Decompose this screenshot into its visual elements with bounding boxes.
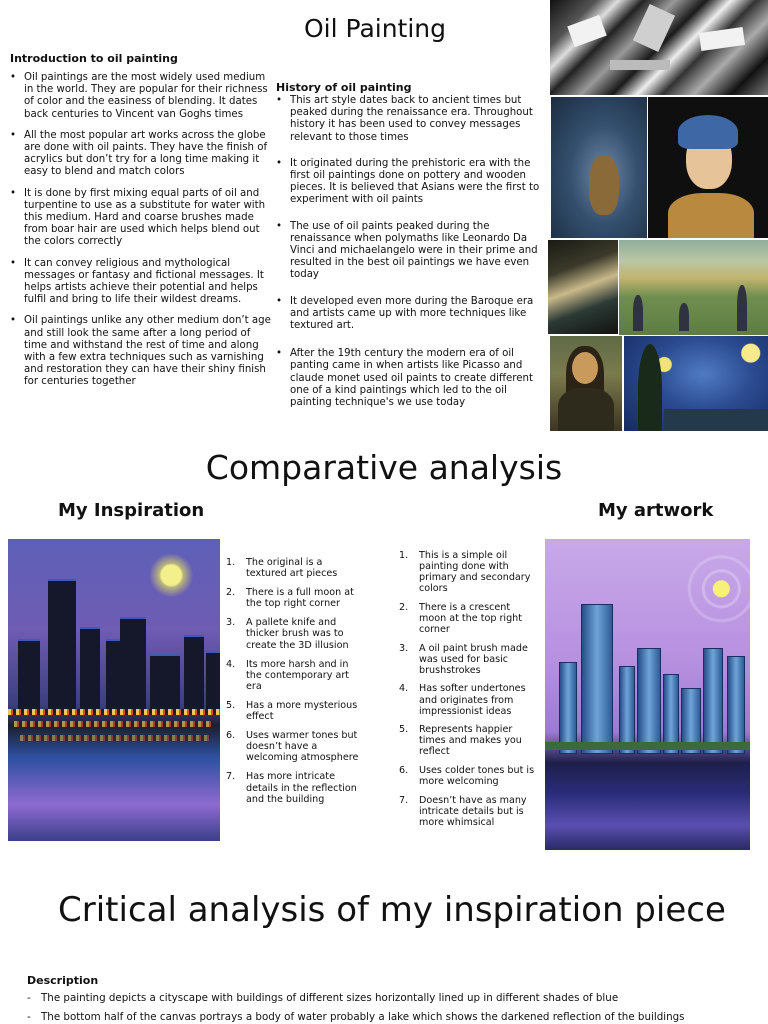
list-item: 6. Uses warmer tones but doesn’t have a welcoming atmosphere [226,730,359,764]
description-item: - The painting depicts a cityscape with buildings of different sizes horizontally lined up in different shades of blue [27,989,757,1008]
mona-lisa-painting [550,336,622,431]
list-item: 7. Doesn’t have as many intricate details but is more whimsical [399,794,527,828]
history-bullet: • It developed even more during the Baroque era and artists came up with more techniques like textured art. [276,296,546,333]
list-item: 3. A oil paint brush made was used for basic brushstrokes [399,642,528,676]
page-title: Oil Painting [303,14,447,43]
list-item: 3. A pallete knife and thicker brush was to create the 3D illusion [226,617,349,651]
list-item: 5. Represents happier times and makes you reflect [399,724,522,758]
description-list [27,989,757,1024]
intro-bullet: • Oil paintings unlike any other medium don’t age and still look the same after a long period of time and withstand the rest of time and along with a few extra techniques such as varnishing and restoration they can have their shiny finish for centuries together [10,315,272,388]
description-heading: Description [27,974,99,987]
inspiration-points-list [226,557,366,813]
list-item: 2. There is a crescent moon at the top right corner [399,601,523,636]
intro-bullet: • It is done by first mixing equal parts of oil and turpentine to use as a substitute for water with this medium. Hard and coarse brushes made from boar hair are used which helps blend out the colors correctly [10,188,272,249]
intro-bullet: • Oil paintings are the most widely used medium in the world. They are popular for their richness of color and the easiness of blending. It dates back centuries to Vincent van Goghs times [10,72,272,121]
list-item: 1. The original is a textured art pieces [226,557,338,580]
list-item: 5. Has a more mysterious effect [226,699,358,723]
history-bullet: • The use of oil paints peaked during the renaissance when polymaths like Leonardo Da Vinci and michaelangelo were in their prime and resulted in the best oil paintings we have even today [276,221,546,282]
list-item: 6. Uses colder tones but is more welcoming [399,765,535,788]
list-item: 2. There is a full moon at the top right corner [226,587,354,610]
intro-bullet-list [10,72,272,398]
list-item: 4. Has softer undertones and originates from impressionist ideas [399,683,526,717]
old-guitarist-painting [551,97,647,238]
storm-on-sea-painting [548,240,618,334]
history-bullet: • This art style dates back to ancient times but peaked during the renaissance era. Throughout history it has been used to convey messages relevant to those times [276,95,546,144]
history-bullet: • After the 19th century the modern era of oil panting came in when artists like Picasso and claude monet used oil paints to create different one of a kind paintings which led to the oil painting technique's we use today [276,348,546,409]
description-item: - The bottom half of the canvas portrays a body of water probably a lake which shows the darkened reflection of the buildings [27,1008,757,1024]
girl-with-pearl-earring-painting [648,97,768,238]
list-item: 1. This is a simple oil painting done with primary and secondary colors [399,550,531,595]
my-cityscape-painting [545,539,750,850]
artwork-heading: My artwork [598,500,714,521]
critical-analysis-heading: Critical analysis of my inspiration piece [58,890,726,930]
history-bullet: • It originated during the prehistoric era with the first oil paintings done on pottery and wooden pieces. It is believed that Asians were the first to experiment with oil paints [276,158,546,207]
history-bullet-list [276,95,546,423]
inspiration-cityscape-painting [8,539,220,841]
starry-night-painting [624,336,768,431]
intro-bullet: • All the most popular art works across the globe are done with oil paints. They have the finish of acrylics but don’t try for a long time making it easy to blend and match colors [10,130,272,179]
list-item: 7. Has more intricate details in the reflection and the building [226,771,357,805]
artwork-points-list [399,550,539,835]
inspiration-heading: My Inspiration [58,500,205,521]
guernica-painting [550,0,768,95]
intro-heading: Introduction to oil painting [10,52,178,65]
history-heading: History of oil painting [276,81,412,94]
comparative-analysis-heading: Comparative analysis [205,448,563,487]
grande-jatte-painting [619,240,768,335]
list-item: 4. Its more harsh and in the contemporary art era [226,658,350,692]
intro-bullet: • It can convey religious and mythological messages or fantasy and fictional messages. It helps artists achieve their potential and helps fulfil and bring to life their wildest dreams. [10,258,272,307]
